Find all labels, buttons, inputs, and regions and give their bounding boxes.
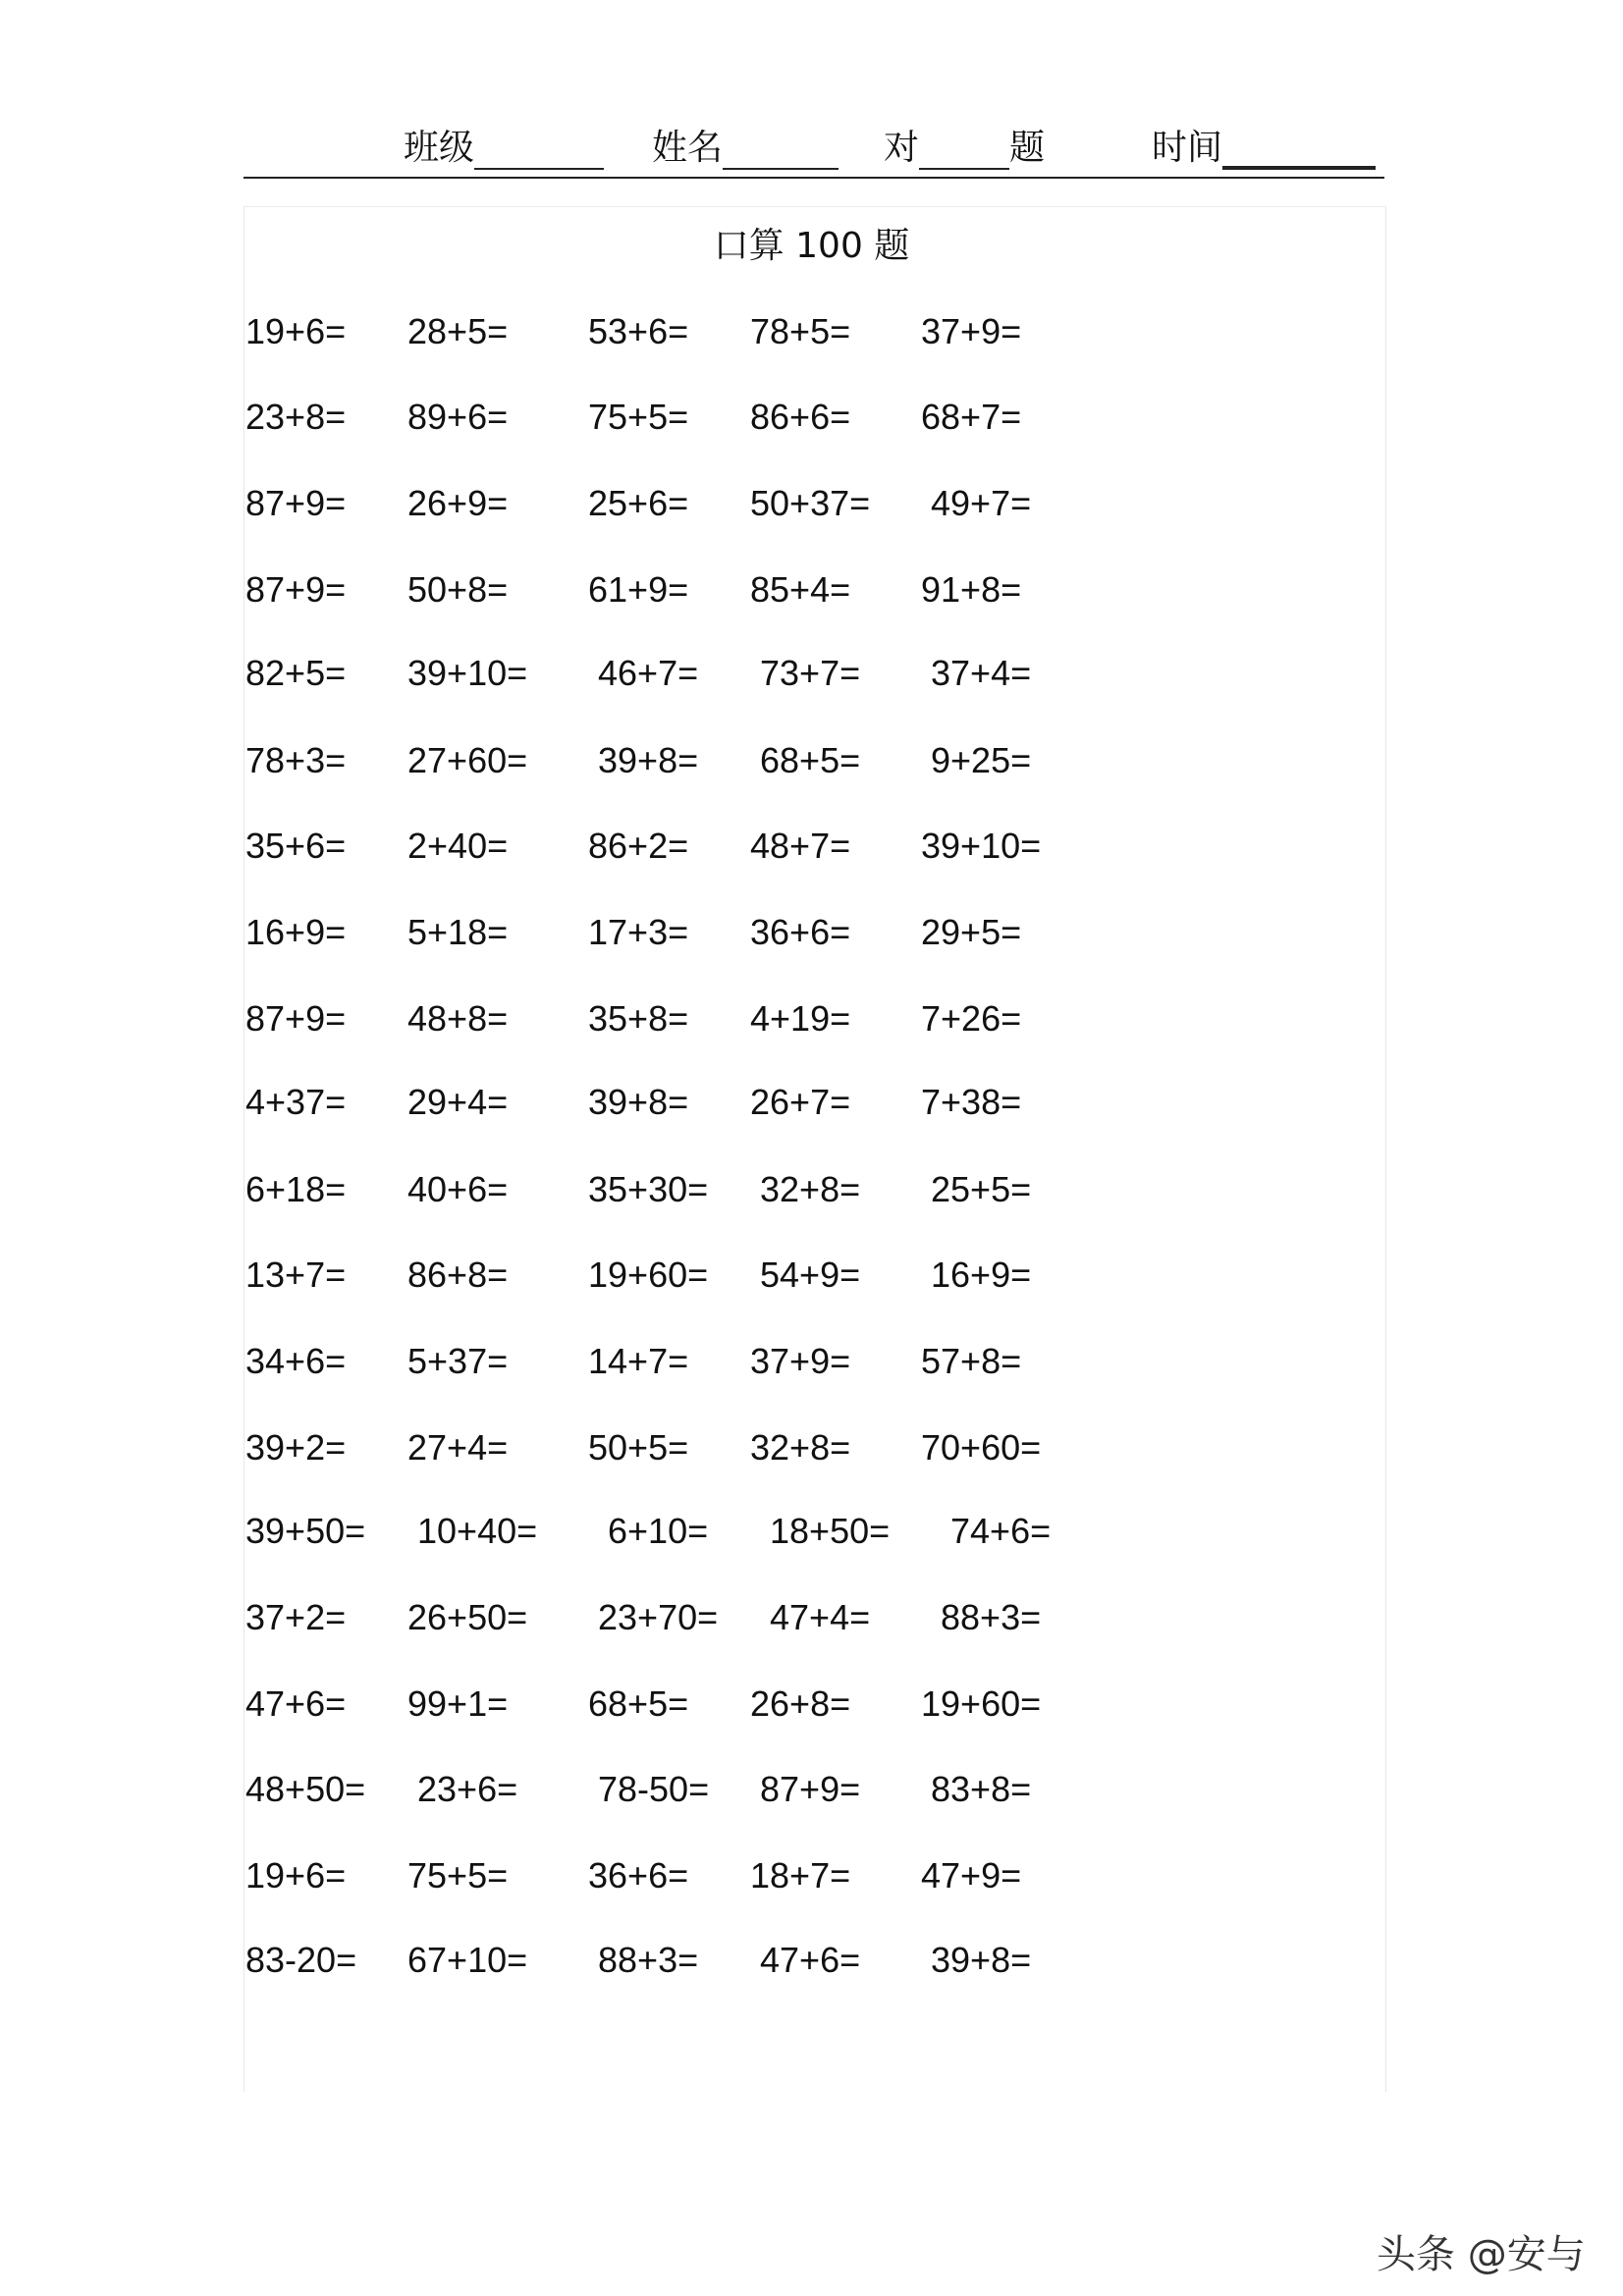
problem-r17-c1: 47+6= (245, 1683, 347, 1724)
problem-r5-c4: 73+7= (760, 653, 861, 693)
problem-r11-c3: 35+30= (588, 1169, 709, 1209)
problem-r4-c4: 85+4= (750, 569, 851, 610)
problem-r14-c5: 70+60= (921, 1427, 1042, 1468)
problem-r12-c3: 19+60= (588, 1255, 709, 1295)
problem-r8-c2: 5+18= (407, 912, 509, 952)
problem-r3-c5: 49+7= (931, 483, 1032, 523)
problem-r15-c1: 39+50= (245, 1511, 366, 1551)
problem-r8-c3: 17+3= (588, 912, 689, 952)
problem-r11-c5: 25+5= (931, 1169, 1032, 1209)
problem-r5-c2: 39+10= (407, 653, 528, 693)
problem-r8-c4: 36+6= (750, 912, 851, 952)
problem-r5-c5: 37+4= (931, 653, 1032, 693)
problem-r16-c5: 88+3= (941, 1597, 1042, 1637)
problem-r1-c5: 37+9= (921, 311, 1022, 351)
problem-r6-c3: 39+8= (598, 740, 699, 780)
problem-r2-c4: 86+6= (750, 397, 851, 437)
name-label: 姓名 (652, 128, 724, 168)
class-field (404, 120, 604, 170)
problem-r13-c2: 5+37= (407, 1341, 509, 1381)
problem-r19-c5: 47+9= (921, 1855, 1022, 1896)
problem-r3-c3: 25+6= (588, 483, 689, 523)
correct-suffix: 题 (1009, 128, 1046, 168)
problem-r2-c2: 89+6= (407, 397, 509, 437)
correct-label: 对 (884, 128, 920, 168)
problem-r11-c2: 40+6= (407, 1169, 509, 1209)
problem-r10-c3: 39+8= (588, 1082, 689, 1122)
problem-r1-c4: 78+5= (750, 311, 851, 351)
problem-r5-c1: 82+5= (245, 653, 347, 693)
problem-r15-c2: 10+40= (417, 1511, 538, 1551)
problem-r8-c5: 29+5= (921, 912, 1022, 952)
problem-r9-c3: 35+8= (588, 998, 689, 1039)
correct-blank[interactable] (919, 129, 1009, 170)
problem-r11-c4: 32+8= (760, 1169, 861, 1209)
problem-r15-c3: 6+10= (608, 1511, 709, 1551)
worksheet-title: 口算 100 题 (713, 226, 910, 266)
problem-r6-c4: 68+5= (760, 740, 861, 780)
problem-r12-c1: 13+7= (245, 1255, 347, 1295)
problem-r9-c1: 87+9= (245, 998, 347, 1039)
problem-r7-c2: 2+40= (407, 826, 509, 866)
class-blank[interactable] (474, 129, 604, 170)
problem-r13-c4: 37+9= (750, 1341, 851, 1381)
time-label: 时间 (1152, 128, 1223, 168)
problem-r20-c3: 88+3= (598, 1940, 699, 1980)
time-blank[interactable] (1222, 127, 1376, 170)
problem-r20-c1: 83-20= (245, 1940, 357, 1980)
problem-r18-c4: 87+9= (760, 1769, 861, 1809)
problem-r1-c1: 19+6= (245, 311, 347, 351)
problem-r13-c5: 57+8= (921, 1341, 1022, 1381)
problem-r4-c1: 87+9= (245, 569, 347, 610)
problem-r16-c3: 23+70= (598, 1597, 719, 1637)
problem-r6-c1: 78+3= (245, 740, 347, 780)
problem-r4-c3: 61+9= (588, 569, 689, 610)
problem-r12-c2: 86+8= (407, 1255, 509, 1295)
problem-r9-c5: 7+26= (921, 998, 1022, 1039)
problem-r16-c1: 37+2= (245, 1597, 347, 1637)
problem-r18-c3: 78-50= (598, 1769, 710, 1809)
problem-r16-c2: 26+50= (407, 1597, 528, 1637)
time-field (1152, 120, 1376, 170)
problem-r10-c5: 7+38= (921, 1082, 1022, 1122)
problem-r2-c5: 68+7= (921, 397, 1022, 437)
problem-r1-c3: 53+6= (588, 311, 689, 351)
problem-r3-c2: 26+9= (407, 483, 509, 523)
problem-r12-c4: 54+9= (760, 1255, 861, 1295)
problem-r13-c3: 14+7= (588, 1341, 689, 1381)
problem-r17-c2: 99+1= (407, 1683, 509, 1724)
problem-r12-c5: 16+9= (931, 1255, 1032, 1295)
problem-r14-c1: 39+2= (245, 1427, 347, 1468)
problem-r7-c3: 86+2= (588, 826, 689, 866)
problem-r20-c2: 67+10= (407, 1940, 528, 1980)
problem-r14-c2: 27+4= (407, 1427, 509, 1468)
problem-r10-c1: 4+37= (245, 1082, 347, 1122)
problem-r18-c5: 83+8= (931, 1769, 1032, 1809)
problem-r16-c4: 47+4= (770, 1597, 871, 1637)
name-field (652, 120, 839, 170)
problem-r6-c2: 27+60= (407, 740, 528, 780)
class-label: 班级 (404, 128, 475, 168)
problem-r1-c2: 28+5= (407, 311, 509, 351)
watermark: 头条 @安与 (1377, 2232, 1586, 2277)
problem-r17-c5: 19+60= (921, 1683, 1042, 1724)
problem-r5-c3: 46+7= (598, 653, 699, 693)
problem-r8-c1: 16+9= (245, 912, 347, 952)
problem-r10-c2: 29+4= (407, 1082, 509, 1122)
problem-r15-c5: 74+6= (950, 1511, 1052, 1551)
problem-r2-c3: 75+5= (588, 397, 689, 437)
problem-r3-c4: 50+37= (750, 483, 871, 523)
problem-r3-c1: 87+9= (245, 483, 347, 523)
problem-r4-c2: 50+8= (407, 569, 509, 610)
problem-r20-c4: 47+6= (760, 1940, 861, 1980)
problem-r19-c4: 18+7= (750, 1855, 851, 1896)
problem-r9-c2: 48+8= (407, 998, 509, 1039)
problem-r13-c1: 34+6= (245, 1341, 347, 1381)
problem-r10-c4: 26+7= (750, 1082, 851, 1122)
problem-r14-c3: 50+5= (588, 1427, 689, 1468)
problem-r9-c4: 4+19= (750, 998, 851, 1039)
problem-r17-c4: 26+8= (750, 1683, 851, 1724)
problem-r19-c1: 19+6= (245, 1855, 347, 1896)
problem-r7-c4: 48+7= (750, 826, 851, 866)
problem-r20-c5: 39+8= (931, 1940, 1032, 1980)
name-blank[interactable] (723, 129, 839, 170)
problem-r19-c2: 75+5= (407, 1855, 509, 1896)
problem-r6-c5: 9+25= (931, 740, 1032, 780)
problem-r18-c2: 23+6= (417, 1769, 518, 1809)
problem-r14-c4: 32+8= (750, 1427, 851, 1468)
problem-r4-c5: 91+8= (921, 569, 1022, 610)
problem-r7-c5: 39+10= (921, 826, 1042, 866)
problem-r15-c4: 18+50= (770, 1511, 891, 1551)
problem-r19-c3: 36+6= (588, 1855, 689, 1896)
worksheet-header (243, 118, 1384, 179)
problem-r18-c1: 48+50= (245, 1769, 366, 1809)
correct-field (884, 120, 1045, 170)
problem-r17-c3: 68+5= (588, 1683, 689, 1724)
problem-r2-c1: 23+8= (245, 397, 347, 437)
problem-r11-c1: 6+18= (245, 1169, 347, 1209)
problem-r7-c1: 35+6= (245, 826, 347, 866)
